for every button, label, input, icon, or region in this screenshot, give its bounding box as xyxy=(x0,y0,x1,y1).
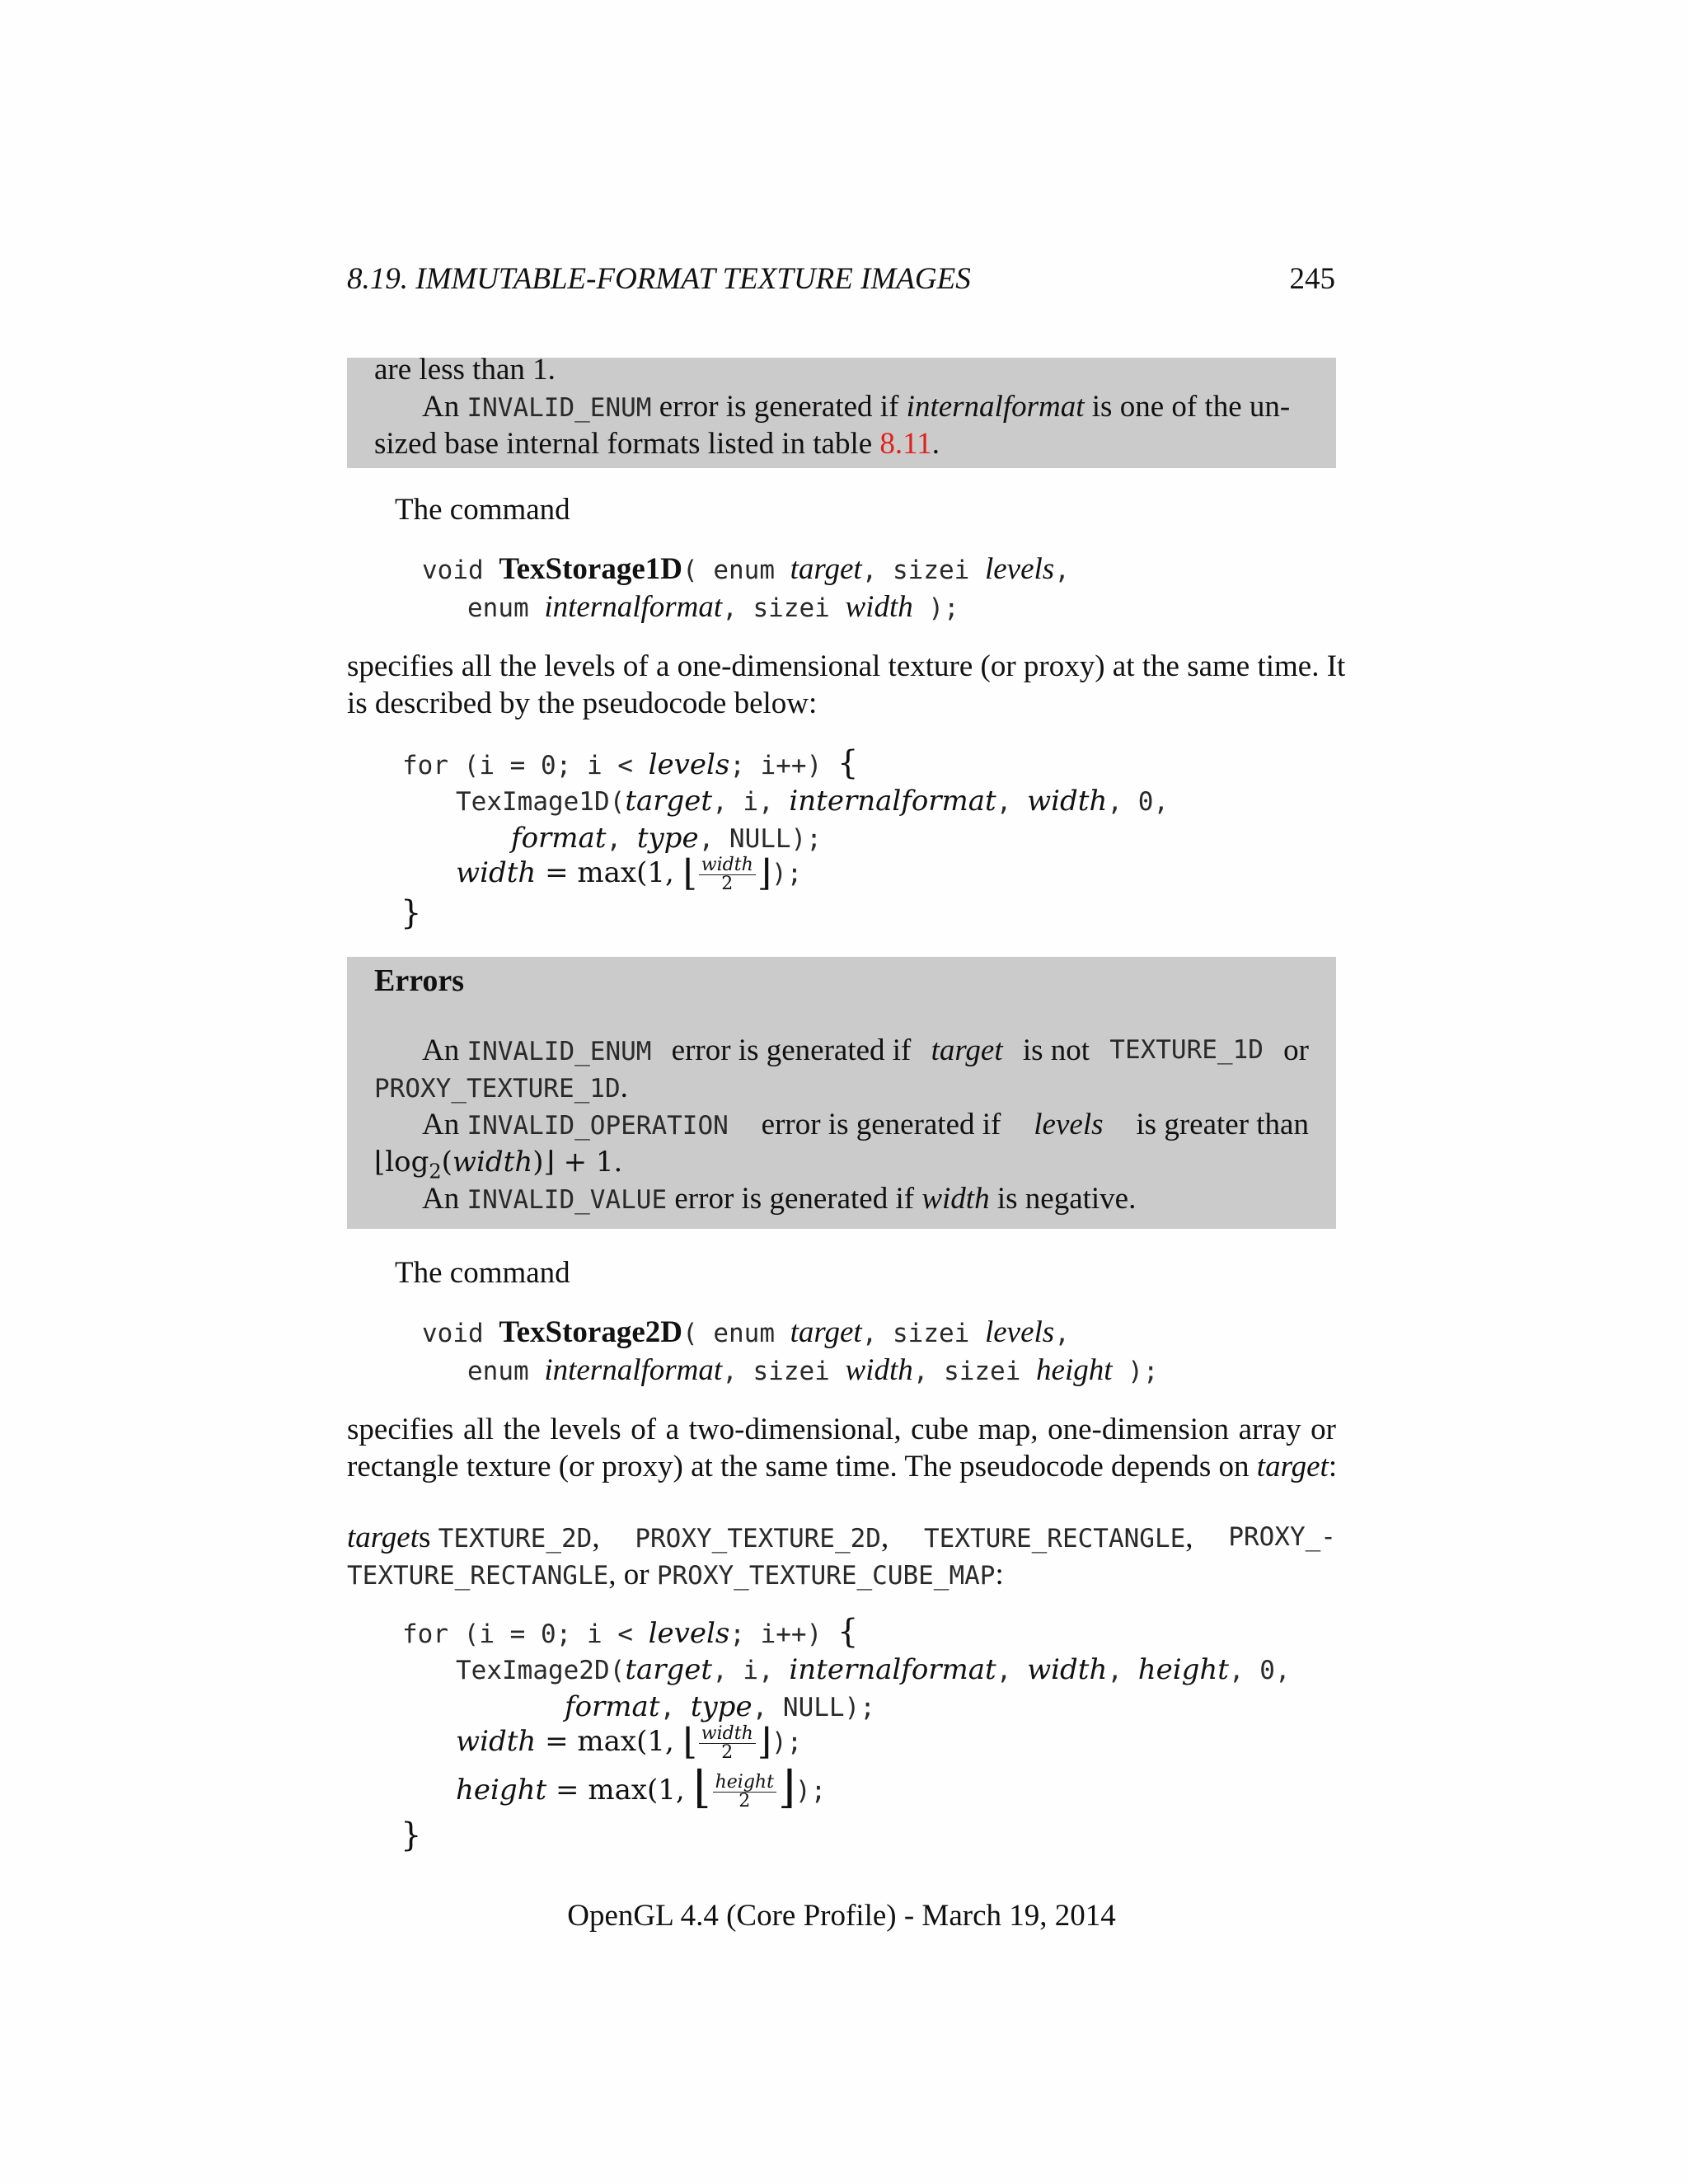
function-name-texstorage1d: TexStorage1D xyxy=(499,552,682,586)
box1-line3: sized base internal formats listed in table 8.11. xyxy=(374,427,940,461)
function-name-texstorage2d: TexStorage2D xyxy=(499,1315,682,1349)
error-invalid-operation-line2: $⌊\log_2(width)⌋ + 1$. xyxy=(374,1146,623,1183)
box1-line1: are less than 1. xyxy=(374,353,556,387)
page-number: 245 xyxy=(1289,262,1335,296)
texstorage1d-description-line1: specifies all the levels of a one-dimensional texture (or proxy) at the same time. It xyxy=(347,649,1346,683)
code2-line3: format, type, NULL); xyxy=(565,1690,875,1723)
texstorage1d-description-line2: is described by the pseudocode below: xyxy=(347,687,818,720)
running-head-title: 8.19. IMMUTABLE-FORMAT TEXTURE IMAGES xyxy=(347,262,971,296)
errors-heading: Errors xyxy=(374,963,465,998)
code2-line5: height = max(1, ⌊ $\frac{\text{height}}{2}$ ⌋); xyxy=(456,1761,827,1813)
error-invalid-enum-line2: PROXY_TEXTURE_1D. xyxy=(374,1071,628,1104)
targets-line2: TEXTURE_RECTANGLE, or PROXY_TEXTURE_CUBE_MAP: xyxy=(347,1558,1004,1591)
error-invalid-operation-line1: An INVALID_OPERATION error is generated if levels is greater than xyxy=(422,1108,1309,1141)
code1-line5: } xyxy=(401,894,422,932)
command-intro-1: The command xyxy=(395,493,570,527)
code2-line6: } xyxy=(401,1816,422,1854)
code1-line1: for (i = 0; i < levels; i++) { xyxy=(402,744,859,782)
table-ref-link[interactable]: 8.11 xyxy=(879,427,932,461)
code2-line4: width = max(1, ⌊ $\frac{\text{width}}{2}$ ⌋); xyxy=(456,1721,803,1764)
code1-line2: TexImage1D(target, i, internalformat, width, 0, xyxy=(456,785,1170,818)
texstorage1d-signature-line2: enum internalformat, sizei width ); xyxy=(467,590,959,624)
command-intro-2: The command xyxy=(395,1256,570,1290)
texstorage1d-signature-line1: void TexStorage1D( enum target, sizei levels, xyxy=(422,552,1070,586)
error-invalid-value: An INVALID_VALUE error is generated if width is negative. xyxy=(422,1182,1137,1216)
error-invalid-enum-line1: An INVALID_ENUM error is generated if target is not TEXTURE_1D or xyxy=(422,1033,1309,1067)
targets-line1: targets TEXTURE_2D, PROXY_TEXTURE_2D, TEXTURE_RECTANGLE, PROXY_- xyxy=(347,1521,1336,1554)
texstorage2d-description-line1: specifies all the levels of a two-dimensional, cube map, one-dimension array or xyxy=(347,1413,1336,1446)
texstorage2d-signature-line1: void TexStorage2D( enum target, sizei levels, xyxy=(422,1315,1070,1349)
code2-line1: for (i = 0; i < levels; i++) { xyxy=(402,1613,859,1651)
code1-line3: format, type, NULL); xyxy=(511,822,822,855)
box1-line2: An INVALID_ENUM error is generated if internalformat is one of the un- xyxy=(422,390,1291,424)
texstorage2d-description-line2: rectangle texture (or proxy) at the same time. The pseudocode depends on target: xyxy=(347,1450,1338,1483)
page-footer: OpenGL 4.4 (Core Profile) - March 19, 2014 xyxy=(567,1899,1116,1933)
code1-line4: width = max(1, ⌊ $\frac{\text{width}}{2}$ ⌋); xyxy=(456,852,803,895)
code2-line2: TexImage2D(target, i, internalformat, width, height, 0, xyxy=(456,1653,1291,1686)
texstorage2d-signature-line2: enum internalformat, sizei width, sizei height ); xyxy=(467,1353,1159,1387)
